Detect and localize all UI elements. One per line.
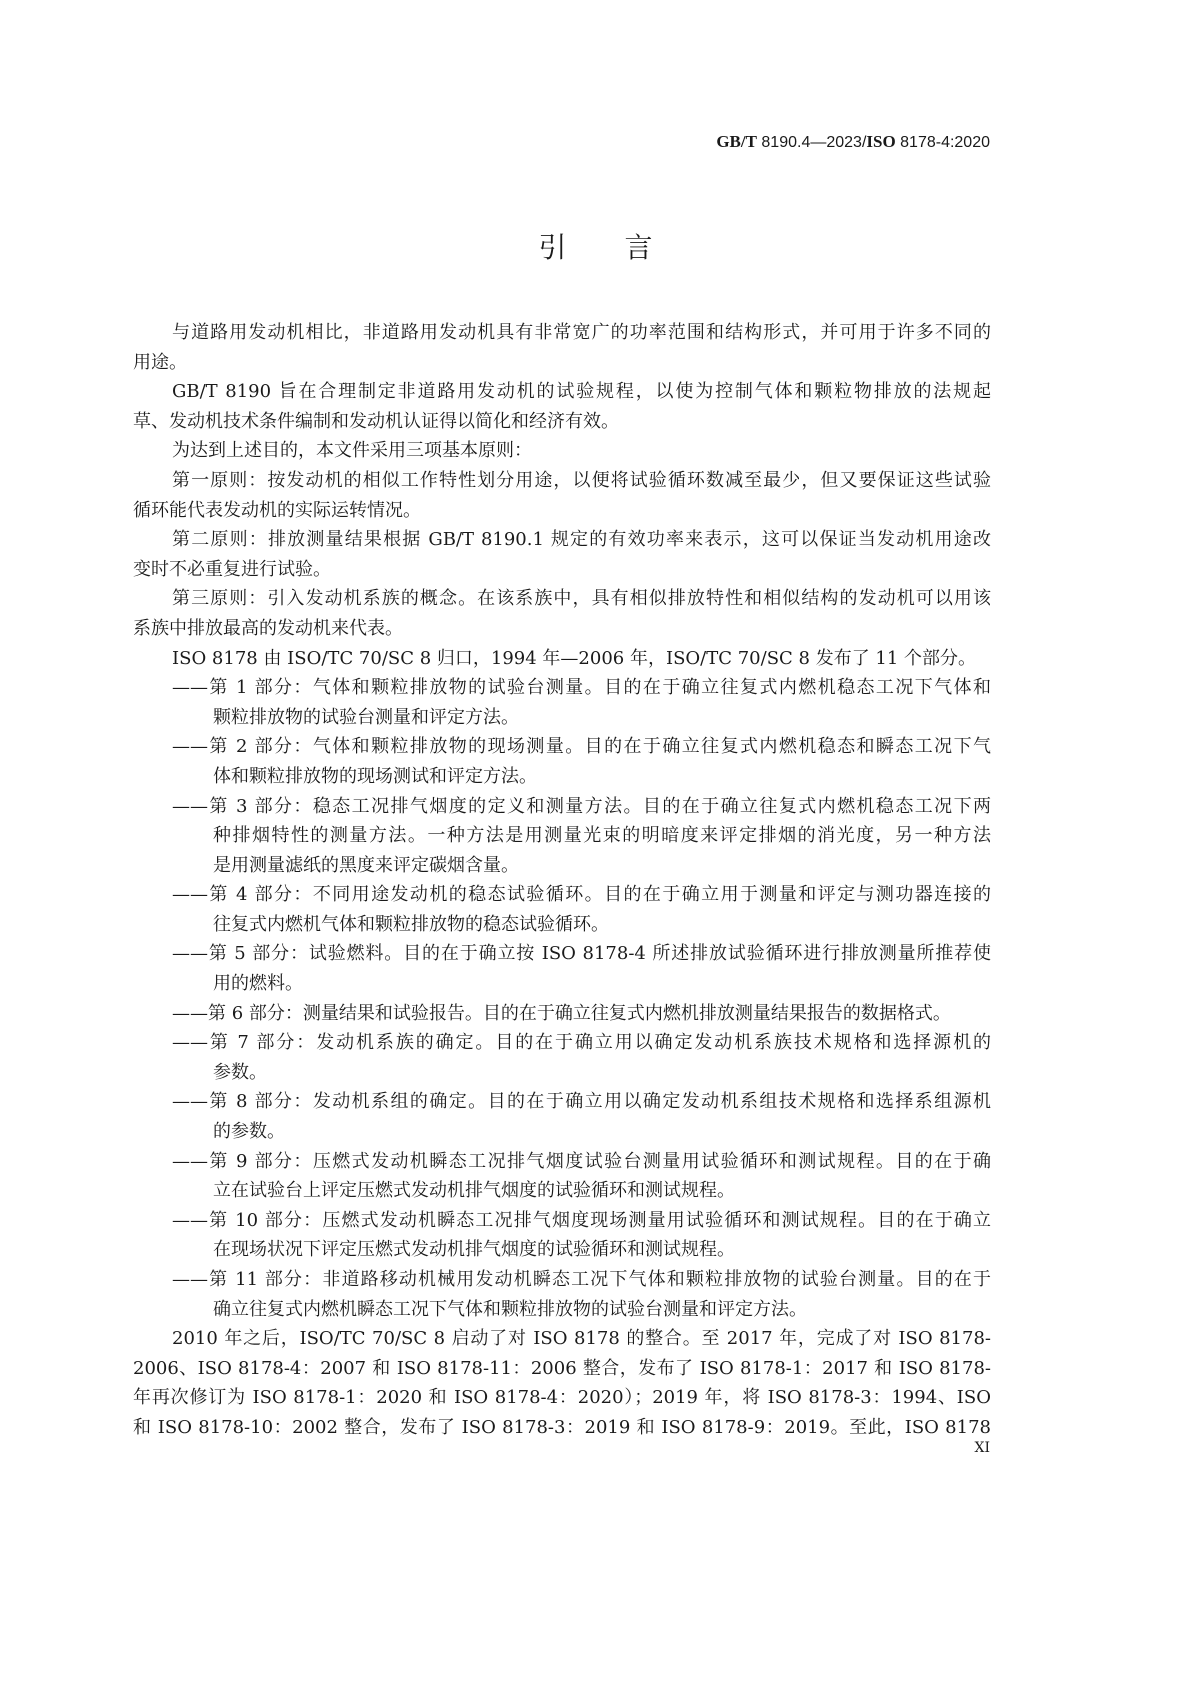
text-line: 草、发动机技术条件编制和发动机认证得以简化和经济有效。 <box>133 410 619 432</box>
text-line: ——第 10 部分：压燃式发动机瞬态工况排气烟度现场测量用试验循环和测试规程。目的在于确立 <box>172 1209 991 1231</box>
text-line: 循环能代表发动机的实际运转情况。 <box>133 499 421 521</box>
text-line: 参数。 <box>213 1061 267 1083</box>
list-item <box>133 1265 991 1324</box>
text-line: ——第 4 部分：不同用途发动机的稳态试验循环。目的在于确立用于测量和评定与测功器连接的 <box>172 884 991 906</box>
text-line: 往复式内燃机气体和颗粒排放物的稳态试验循环。 <box>213 913 609 935</box>
text-line: 是用测量滤纸的黑度来评定碳烟含量。 <box>213 854 519 876</box>
text-line: 第一原则：按发动机的相似工作特性划分用途，以便将试验循环数减至最少，但又要保证这些试验 <box>172 469 991 491</box>
paragraph <box>133 1324 991 1442</box>
text-line: 确立往复式内燃机瞬态工况下气体和颗粒排放物的试验台测量和评定方法。 <box>213 1298 807 1320</box>
list-item <box>133 880 991 939</box>
paragraph <box>133 466 991 525</box>
text-line: 2006、ISO 8178-4：2007 和 ISO 8178-11：2006 整合，发布了 ISO 8178-1：2017 和 ISO 8178- <box>133 1357 991 1379</box>
text-line: ——第 5 部分：试验燃料。目的在于确立按 ISO 8178-4 所述排放试验循环进行排放测量所推荐使 <box>172 943 991 965</box>
text-line: ——第 9 部分：压燃式发动机瞬态工况排气烟度试验台测量用试验循环和测试规程。目的在于确 <box>172 1150 991 1172</box>
iso-code: ISO <box>866 132 896 151</box>
paragraph <box>133 525 991 584</box>
text-line: ——第 6 部分：测量结果和试验报告。目的在于确立往复式内燃机排放测量结果报告的数据格式。 <box>172 1002 951 1024</box>
text-line: ——第 2 部分：气体和颗粒排放物的现场测量。目的在于确立往复式内燃机稳态和瞬态工况下气 <box>172 736 991 758</box>
list-item <box>133 1087 991 1146</box>
text-line: 用途。 <box>133 351 187 373</box>
document-body <box>133 318 991 1443</box>
list-item <box>133 1028 991 1087</box>
paragraph <box>133 436 991 466</box>
list-item <box>133 999 991 1029</box>
standard-number: 8190.4—2023/ <box>761 134 867 151</box>
iso-number: 8178-4:2020 <box>900 134 990 151</box>
text-line: 变时不必重复进行试验。 <box>133 558 331 580</box>
page-number: XI <box>974 1440 990 1456</box>
text-line: 第二原则：排放测量结果根据 GB/T 8190.1 规定的有效功率来表示，这可以保证当发动机用途改 <box>172 529 991 551</box>
text-line: ——第 7 部分：发动机系族的确定。目的在于确立用以确定发动机系族技术规格和选择源机的 <box>172 1032 991 1054</box>
list-item <box>133 1147 991 1206</box>
text-line: 年再次修订为 ISO 8178-1：2020 和 ISO 8178-4：2020）；2019 年，将 ISO 8178-3：1994、ISO <box>133 1387 991 1409</box>
list-item <box>133 792 991 881</box>
text-line: 2010 年之后，ISO/TC 70/SC 8 启动了对 ISO 8178 的整合。至 2017 年，完成了对 ISO 8178- <box>172 1328 991 1350</box>
text-line: 和 ISO 8178-10：2002 整合，发布了 ISO 8178-3：2019 和 ISO 8178-9：2019。至此，ISO 8178 <box>133 1416 991 1438</box>
text-line: ——第 1 部分：气体和颗粒排放物的试验台测量。目的在于确立往复式内燃机稳态工况下气体和 <box>172 677 991 699</box>
list-item <box>133 1206 991 1265</box>
document-header <box>716 132 990 152</box>
text-line: 的参数。 <box>213 1121 285 1143</box>
text-line: 颗粒排放物的试验台测量和评定方法。 <box>213 706 519 728</box>
paragraph <box>133 584 991 643</box>
paragraph <box>133 377 991 436</box>
text-line: 系族中排放最高的发动机来代表。 <box>133 617 403 639</box>
text-line: ——第 8 部分：发动机系组的确定。目的在于确立用以确定发动机系组技术规格和选择系组源机 <box>172 1091 991 1113</box>
standard-code: GB/T <box>716 132 757 151</box>
text-line: 种排烟特性的测量方法。一种方法是用测量光束的明暗度来评定排烟的消光度，另一种方法 <box>213 825 991 847</box>
text-line: ——第 11 部分：非道路移动机械用发动机瞬态工况下气体和颗粒排放物的试验台测量。目的在于 <box>172 1269 991 1290</box>
page-title: 引言 <box>538 231 711 264</box>
text-line: 为达到上述目的，本文件采用三项基本原则： <box>172 440 532 462</box>
text-line: 与道路用发动机相比，非道路用发动机具有非常宽广的功率范围和结构形式，并可用于许多不同的 <box>172 322 991 343</box>
text-line: 用的燃料。 <box>213 973 303 995</box>
text-line: GB/T 8190 旨在合理制定非道路用发动机的试验规程，以使为控制气体和颗粒物排放的法规起 <box>172 381 991 403</box>
text-line: ISO 8178 由 ISO/TC 70/SC 8 归口，1994 年—2006 年，ISO/TC 70/SC 8 发布了 11 个部分。 <box>172 647 977 669</box>
text-line: 在现场状况下评定压燃式发动机排气烟度的试验循环和测试规程。 <box>213 1239 735 1261</box>
paragraph <box>133 318 991 377</box>
text-line: 体和颗粒排放物的现场测试和评定方法。 <box>213 765 537 787</box>
text-line: 第三原则：引入发动机系族的概念。在该系族中，具有相似排放特性和相似结构的发动机可以用该 <box>172 588 991 610</box>
paragraph <box>133 644 991 674</box>
list-item <box>133 732 991 791</box>
text-line: 立在试验台上评定压燃式发动机排气烟度的试验循环和测试规程。 <box>213 1180 735 1202</box>
list-item <box>133 673 991 732</box>
list-item <box>133 939 991 998</box>
text-line: ——第 3 部分：稳态工况排气烟度的定义和测量方法。目的在于确立往复式内燃机稳态工况下两 <box>172 795 991 817</box>
